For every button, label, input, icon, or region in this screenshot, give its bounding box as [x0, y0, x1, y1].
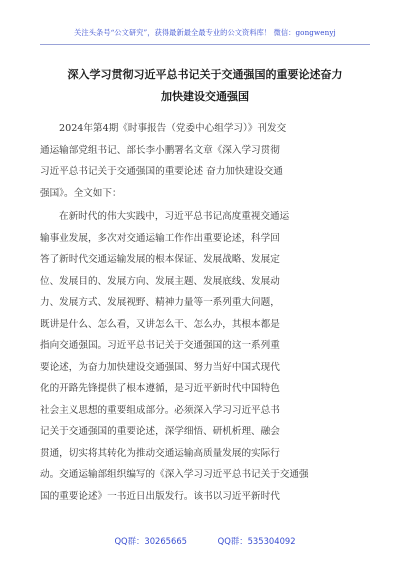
paragraph-line: 贯通，切实将其转化为推动交通运输高质量发展的实际行	[40, 447, 280, 459]
paragraph-line: 通运输部党组书记、部长李小鹏署名文章《深入学习贯彻	[40, 144, 280, 156]
paragraph-line: 输事业发展，多次对交通运输工作作出重要论述，科学回	[40, 232, 280, 244]
paragraph-line: 国的重要论述》一书近日出版发行。该书以习近平新时代	[40, 490, 280, 502]
paragraph-line: 习近平总书记关于交通强国的重要论述 奋力加快建设交通	[40, 166, 283, 177]
paragraph-line: 既讲是什么、怎么看，又讲怎么干、怎么办，其根本都是	[40, 318, 280, 330]
paragraph-line: 2024年第4期《时事报告（党委中心组学习）》刊发交	[59, 123, 287, 134]
body-paragraph	[40, 206, 370, 507]
paragraph-line: 答了新时代交通运输发展的根本保证、发展战略、发展定	[40, 254, 280, 265]
paragraph-line: 要论述，为奋力加快建设交通强国、努力当好中国式现代	[40, 361, 280, 373]
footer-qq-group-2: QQ群：535304092	[217, 536, 296, 546]
document-title	[40, 64, 370, 108]
header-divider	[40, 44, 370, 45]
footer-qq-groups	[40, 535, 370, 547]
intro-paragraph	[40, 118, 370, 204]
paragraph-line: 强国》。全文如下：	[40, 187, 122, 199]
paragraph-line: 记关于交通强国的重要论述，深学细悟、研机析理、融会	[40, 426, 280, 437]
title-line: 加快建设交通强国	[161, 90, 249, 103]
paragraph-line: 位、发展目的、发展方向、发展主题、发展底线、发展动	[40, 275, 280, 287]
paragraph-line: 化的开路先锋提供了根本遵循，是习近平新时代中国特色	[40, 383, 280, 394]
paragraph-line: 社会主义思想的重要组成部分。必须深入学习习近平总书	[40, 404, 280, 416]
paragraph-line: 动。交通运输部组织编写的《深入学习习近平总书记关于交通强	[40, 469, 309, 480]
paragraph-line: 力、发展方式、发展视野、精神力量等一系列重大问题，	[40, 297, 280, 308]
header-banner: 关注头条号“公文研究”，获得最新最全最专业的公文资料库！ 微信：gongwenyj	[74, 28, 336, 37]
title-line: 深入学习贯彻习近平总书记关于交通强国的重要论述奋力	[67, 68, 343, 81]
paragraph-line: 指向交通强国。习近平总书记关于交通强国的这一系列重	[40, 340, 280, 351]
footer-qq-group-1: QQ群：30265665	[114, 536, 187, 546]
paragraph-line: 在新时代的伟大实践中，习近平总书记高度重视交通运	[59, 211, 290, 222]
